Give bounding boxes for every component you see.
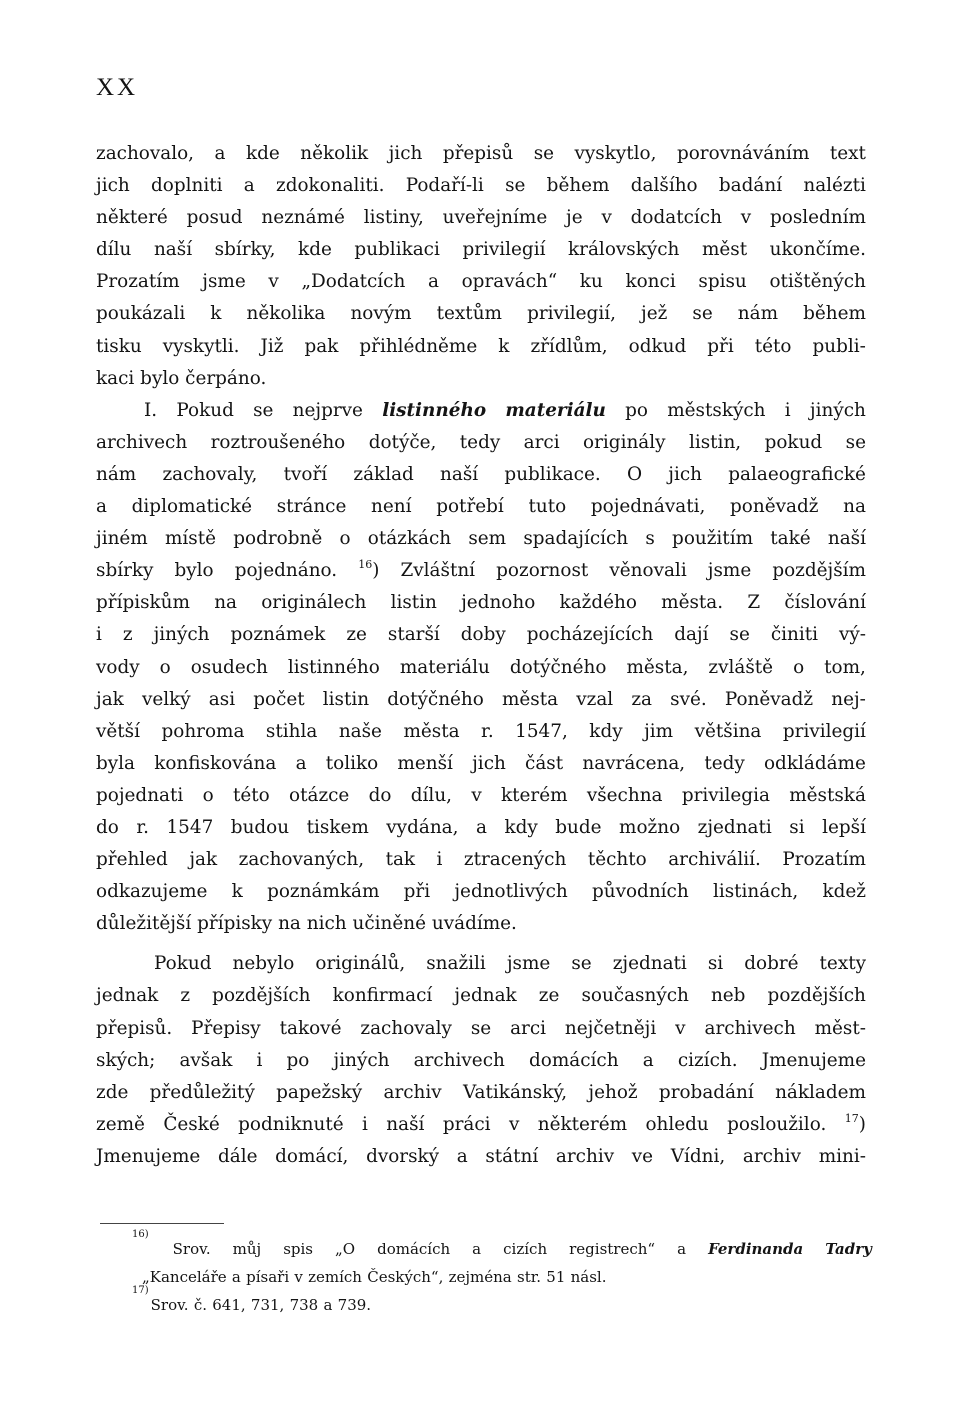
footnote-mark: 16) [132,1229,149,1240]
footnote-line: 17) Srov. č. 641, 731, 738 a 739. [132,1291,872,1319]
text-line: Jmenujeme dále domácí, dvorský a státní archiv ve Vídni, archiv mini- [96,1145,866,1167]
text-line: a diplomatické stránce není potřebí tuto pojednávati, poněvadž na [96,496,866,518]
footnote-line: 16) Srov. můj spis „O domácích a cizích registrech“ a Ferdinanda Tadry [132,1235,872,1263]
text-line: zachovalo, a kde několik jich přepisů se vyskytlo, porovnáváním text [96,143,866,164]
footnote-17 [132,1285,872,1319]
text-line: poukázali k několika novým textům privilegií, jež se nám během [96,303,866,325]
text-line: Pokud nebylo originálů, snažili jsme se zjednati si dobré texty [154,953,866,975]
text-line: nám zachovaly, tvoří základ naší publikace. O jich palaeografické [96,463,866,485]
paragraph-2 [96,395,866,941]
text-line: pojednati o této otázce do dílu, v kterém všechna privilegia městská [96,784,866,806]
text-line: jich doplniti a zdokonaliti. Podaří-li se během dalšího badání nalézti [96,175,866,197]
text-line: zde předůležitý papežský archiv Vatikánský, jehož probadání nákladem [96,1081,866,1103]
text-line: byla konfiskována a toliko menší jich část navrácena, tedy odkládáme [96,752,866,774]
text-line: některé posud neznámé listiny, uveřejníme je v dodatcích v posledním [96,207,866,229]
text-line: tisku vyskytli. Již pak přihlédněme k zřídlům, odkud při této publi- [96,335,866,357]
text-line: I. Pokud se nejprve listinného materiálu po městských i jiných [144,399,866,421]
text-line: ských; avšak i po jiných archivech domácích a cizích. Jmenujeme [96,1049,866,1071]
text-line: do r. 1547 budou tiskem vydána, a kdy bude možno zjednati si lepší [96,816,866,838]
text-line: jednak z pozdějších konfirmací jednak ze současných neb pozdějších [96,985,866,1007]
text-line: sbírky bylo pojednáno. $^{16}$) Zvláštní pozornost věnovali jsme pozdějším [96,558,866,582]
footnote-16 [132,1229,872,1291]
text-line: jak velký asi počet listin dotýčného města vzal za své. Poněvadž nej- [96,688,866,710]
page-number: XX [96,74,139,101]
text-line: dílu naší sbírky, kde publikaci privilegií královských měst ukončíme. [96,239,866,261]
text-line: vody o osudech listinného materiálu dotýčného města, zvláště o tom, [96,656,866,678]
footnotes [132,1229,872,1319]
text-line: země České podniknuté i naší práci v některém ohledu posloužilo. $^{17}$) [96,1111,866,1135]
footnote-line: „Kanceláře a písaři v zemích Českých“, zejména str. 51 násl. [142,1268,607,1286]
text-line: důležitější přípisky na nich učiněné uvádíme. [96,913,517,935]
paragraph-1 [96,138,866,395]
text-line: Prozatím jsme v „Dodatcích a opravách“ ku konci spisu otištěných [96,271,866,293]
text-line: kaci bylo čerpáno. [96,367,267,389]
text-line: i z jiných poznámek ze starší doby pocházejících dají se činiti vý- [96,624,866,646]
text-line: přehled jak zachovaných, tak i ztracených těchto archiválií. Prozatím [96,849,866,871]
footnote-divider [100,1223,224,1224]
text-line: přepisů. Přepisy takové zachovaly se arci nejčetněji v archivech měst- [96,1017,866,1039]
text-line: větší pohroma stihla naše města r. 1547, kdy jim většina privilegií [96,720,866,742]
paragraph-3 [96,948,866,1173]
text-line: archivech roztroušeného dotýče, tedy arci originály listin, pokud se [96,431,866,453]
body-text [96,138,866,1173]
text-line: odkazujeme k poznámkám při jednotlivých původních listinách, kdež [96,881,866,903]
footnote-mark: 17) [132,1285,149,1296]
text-line: jiném místě podrobně o otázkách sem spadajících s použitím také naší [96,528,866,550]
text-line: přípiskům na originálech listin jednoho každého města. Z číslování [96,592,866,614]
